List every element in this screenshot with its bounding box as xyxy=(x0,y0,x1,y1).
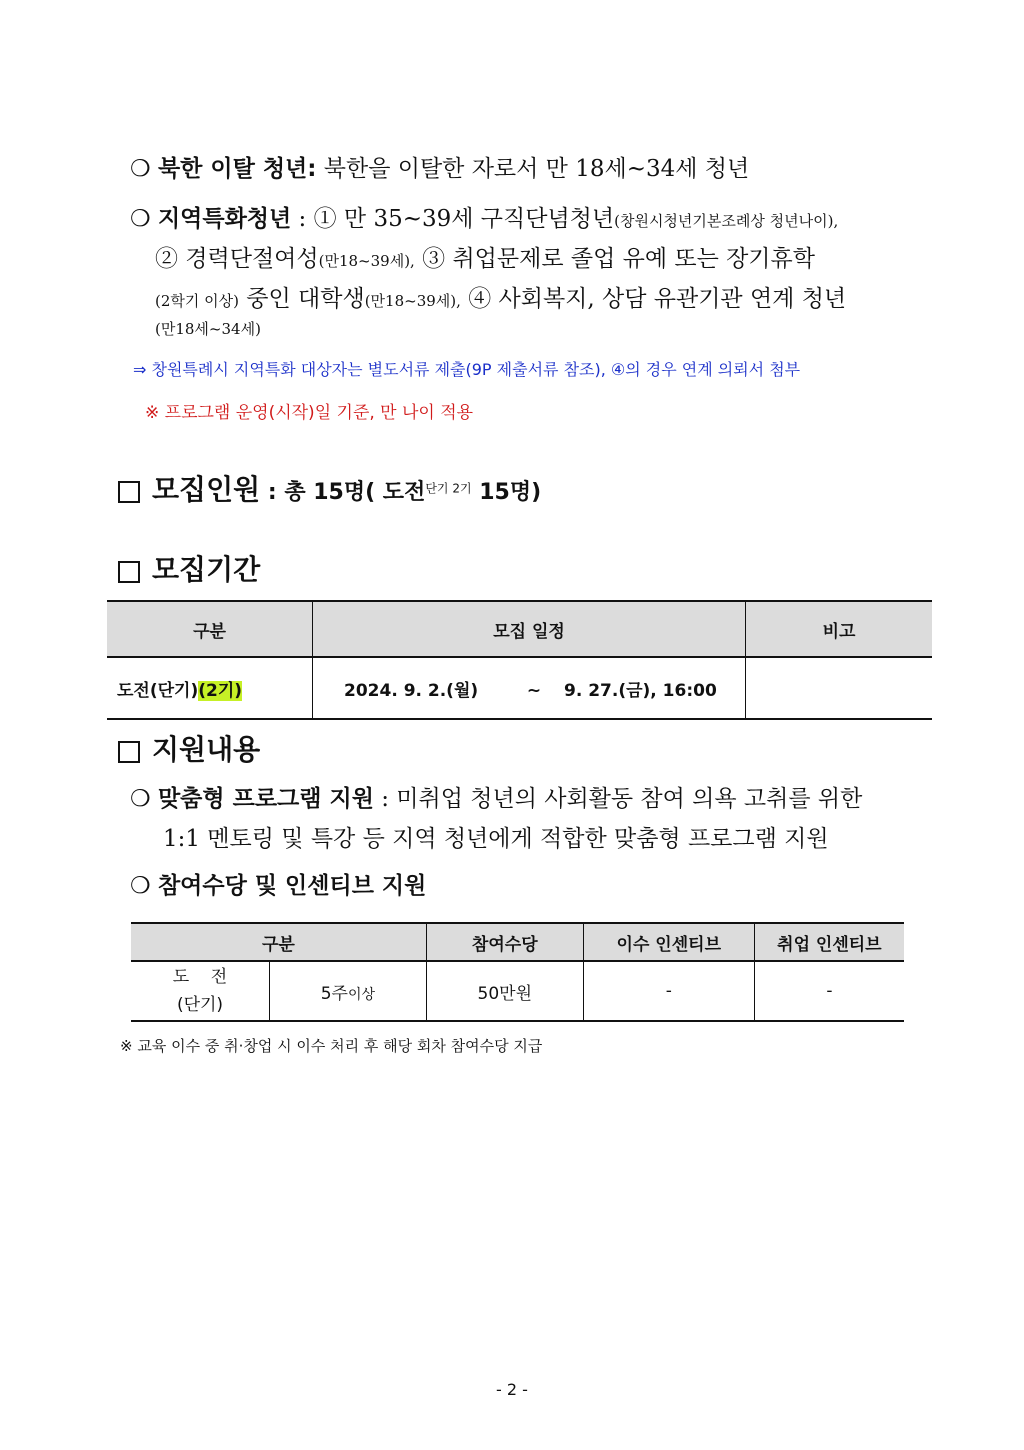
note-submission: ⇒ 창원특례시 지역특화 대상자는 별도서류 제출(9P 제출서류 참조), ④의 경우 연계 의뢰서 첨부 xyxy=(133,360,801,379)
header-allowance: 참여수당 xyxy=(426,923,583,961)
bullet-title: 맞춤형 프로그램 지원 xyxy=(157,786,374,812)
recruit-count-sup: 단기 2기 xyxy=(425,481,472,496)
bullet-note: (2학기 이상) xyxy=(155,292,239,310)
table-row xyxy=(131,961,904,1021)
bullet-north-korean-defector xyxy=(130,150,749,183)
circle-bullet-icon: ❍ xyxy=(130,206,151,232)
schedule-tilde: ~ xyxy=(526,680,542,701)
cell-note xyxy=(746,657,933,719)
bullet-text: : ① 만 35~39세 구직단념청년 xyxy=(291,206,615,232)
cell-category-main xyxy=(131,961,270,1021)
bullet-text: ② 경력단절여성 xyxy=(155,246,319,272)
footnote: ※ 교육 이수 중 취·창업 시 이수 처리 후 해당 회차 참여수당 지급 xyxy=(120,1037,543,1055)
cell-completion-incentive: - xyxy=(583,961,754,1021)
table-header-row xyxy=(131,923,904,961)
duration-suffix: 이상 xyxy=(347,986,376,1003)
bullet-text: ④ 사회복지, 상담 유관기관 연계 청년 xyxy=(460,286,847,312)
header-category: 구분 xyxy=(131,923,426,961)
header-schedule: 모집 일정 xyxy=(313,601,746,657)
bullet-regional-youth-line2 xyxy=(155,240,815,273)
bullet-regional-youth-line4: (만18세~34세) xyxy=(155,320,261,338)
bullet-text: : 미취업 청년의 사회활동 참여 의욕 고취를 위한 xyxy=(373,786,863,812)
recruit-period-table xyxy=(107,600,932,720)
page-number: - 2 - xyxy=(496,1380,528,1399)
schedule-start: 2024. 9. 2.(월) xyxy=(344,680,479,701)
bullet-note: (만18~39세), xyxy=(318,252,415,270)
circle-bullet-icon: ❍ xyxy=(130,156,151,182)
bullet-title: 지역특화청년 xyxy=(157,206,292,232)
table-header-row xyxy=(107,601,932,657)
support-item-allowance xyxy=(130,867,426,900)
bullet-regional-youth-line1 xyxy=(130,200,838,233)
schedule-end: 9. 27.(금), 16:00 xyxy=(564,680,717,701)
cell-employment-incentive: - xyxy=(754,961,904,1021)
circle-bullet-icon: ❍ xyxy=(130,786,151,812)
checkbox-square-icon xyxy=(118,741,140,763)
header-completion-incentive: 이수 인센티브 xyxy=(583,923,754,961)
category-highlight: (2기) xyxy=(198,680,243,701)
header-category: 구분 xyxy=(107,601,313,657)
support-item-program-line1 xyxy=(130,780,862,813)
category-name: 도 전 xyxy=(172,967,228,987)
bullet-regional-youth-line3 xyxy=(155,280,846,313)
bullet-text: ③ 취업문제로 졸업 유예 또는 장기휴학 xyxy=(414,246,815,272)
header-employment-incentive: 취업 인센티브 xyxy=(754,923,904,961)
recruit-count-total: 15명) xyxy=(471,480,542,505)
allowance-table xyxy=(131,922,904,1022)
checkbox-square-icon xyxy=(118,481,140,503)
cell-allowance: 50만원 xyxy=(426,961,583,1021)
duration-weeks: 5주 xyxy=(320,983,348,1004)
section-title: 지원내용 xyxy=(152,733,261,766)
cell-schedule xyxy=(313,657,746,719)
bullet-note: (창원시청년기본조례상 청년나이), xyxy=(614,212,839,230)
circle-bullet-icon: ❍ xyxy=(130,873,151,899)
bullet-title: 참여수당 및 인센티브 지원 xyxy=(157,873,427,899)
checkbox-square-icon xyxy=(118,561,140,583)
bullet-title: 북한 이탈 청년: xyxy=(157,156,317,182)
cell-category-duration xyxy=(270,961,427,1021)
cell-category xyxy=(107,657,313,719)
support-item-program-line2: 1:1 멘토링 및 특강 등 지역 청년에게 적합한 맞춤형 프로그램 지원 xyxy=(163,826,829,852)
bullet-note: (만18~39세), xyxy=(364,292,461,310)
category-text: 도전(단기) xyxy=(117,680,199,701)
recruit-count-section xyxy=(118,468,541,508)
recruit-period-section xyxy=(118,548,260,588)
section-title: 모집기간 xyxy=(152,553,261,586)
category-sub: (단기) xyxy=(176,995,224,1015)
note-age-basis: ※ 프로그램 운영(시작)일 기준, 만 나이 적용 xyxy=(145,403,474,423)
bullet-text: 북한을 이탈한 자로서 만 18세~34세 청년 xyxy=(316,156,750,182)
header-note: 비고 xyxy=(746,601,933,657)
section-title: 모집인원 xyxy=(152,473,261,506)
support-section xyxy=(118,728,260,768)
recruit-count-text: : 총 15명( 도전 xyxy=(260,480,426,505)
table-row xyxy=(107,657,932,719)
bullet-text: 중인 대학생 xyxy=(238,286,365,312)
